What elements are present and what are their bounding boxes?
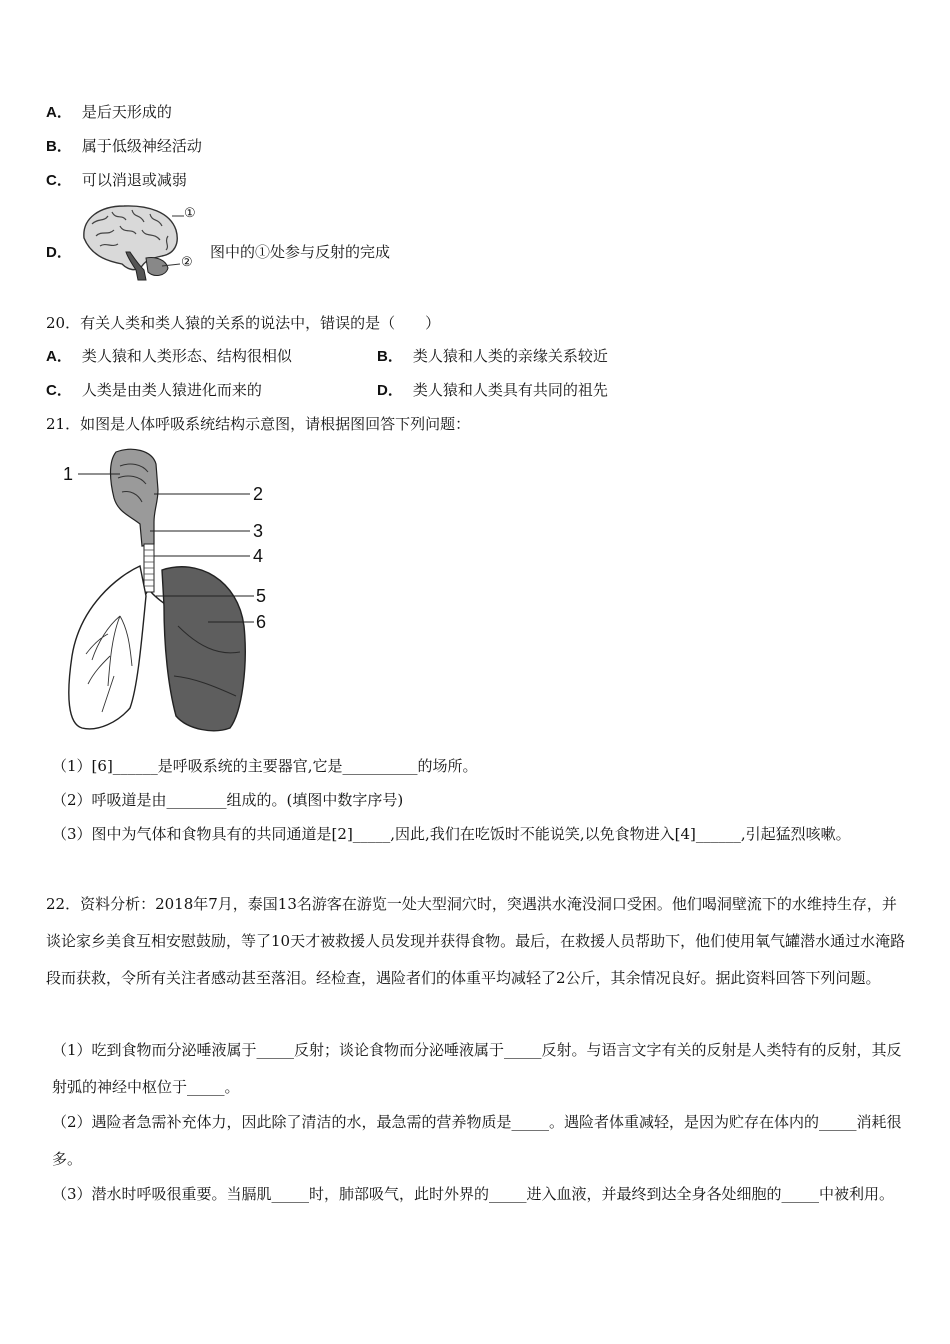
q22-part-1: （1）吃到食物而分泌唾液属于_____反射；谈论食物而分泌唾液属于_____反射。与语言文字有关的反射是人类特有的反射，其反射弧的神经中枢位于_____。	[52, 1041, 902, 1096]
brain-label-1: ①	[184, 206, 196, 221]
option-text: 属于低级神经活动	[81, 137, 202, 155]
diagram-label-1: 1	[63, 464, 74, 484]
diagram-label-2: 2	[253, 484, 264, 504]
q21-part-1: （1）[6]______是呼吸系统的主要器官,它是__________的场所。	[52, 757, 478, 775]
diagram-label-4: 4	[253, 546, 264, 566]
diagram-label-5: 5	[256, 586, 267, 606]
q20-option-c	[46, 380, 262, 401]
option-a	[46, 102, 172, 123]
q21-part-3: （3）图中为气体和食物具有的共同通道是[2]_____,因此,我们在吃饭时不能说笑,以免食物进入[4]______,引起猛烈咳嗽。	[52, 825, 851, 843]
q20-option-b	[377, 346, 608, 367]
option-letter: B．	[377, 348, 403, 365]
q20-option-a	[46, 346, 292, 367]
option-letter: C．	[46, 382, 72, 399]
q22-part-3: （3）潜水时呼吸很重要。当膈肌_____时，肺部吸气，此时外界的_____进入血液，并最终到达全身各处细胞的_____中被利用。	[52, 1185, 895, 1203]
brain-diagram	[76, 200, 194, 282]
q22-part-2: （2）遇险者急需补充体力，因此除了清洁的水，最急需的营养物质是_____。遇险者体重减轻，是因为贮存在体内的_____消耗很多。	[52, 1113, 902, 1168]
option-text: 是后天形成的	[81, 103, 172, 121]
option-text: 类人猿和人类具有共同的祖先	[412, 381, 608, 399]
diagram-label-3: 3	[253, 521, 264, 541]
option-letter: D．	[46, 244, 72, 261]
option-d-text: 图中的①处参与反射的完成	[210, 243, 391, 261]
diagram-label-6: 6	[256, 612, 267, 632]
option-c	[46, 170, 187, 191]
q20-option-d	[377, 380, 608, 401]
option-text: 类人猿和人类的亲缘关系较近	[412, 347, 608, 365]
option-letter: A．	[46, 104, 72, 121]
q21-stem: 21．如图是人体呼吸系统结构示意图，请根据图回答下列问题：	[46, 415, 471, 433]
option-text: 类人猿和人类形态、结构很相似	[81, 347, 292, 365]
brain-label-2: ②	[181, 255, 193, 270]
respiratory-system-diagram	[58, 446, 280, 736]
option-letter: A．	[46, 348, 72, 365]
q22-stem: 22．资料分析：2018年7月，泰国13名游客在游览一处大型洞穴时，突遇洪水淹没洞口受困。他们喝洞壁流下的水维持生存，并谈论家乡美食互相安慰鼓励，等了10天才被救援人员发现并获得食物。最后，在救援人员帮助下，他们使用氧气罐潜水通过水淹路段而获救，令所有关注者感动甚至落泪。经检查，遇险者们的体重平均减轻了2公斤，其余情况良好。据此资料回答下列问题。	[46, 895, 906, 987]
option-b	[46, 136, 202, 157]
q20-stem: 20．有关人类和类人猿的关系的说法中，错误的是（ ）	[46, 314, 441, 332]
option-letter: C．	[46, 172, 72, 189]
q21-part-2: （2）呼吸道是由________组成的。(填图中数字序号)	[52, 791, 404, 809]
option-text: 可以消退或减弱	[81, 171, 187, 189]
option-letter: B．	[46, 138, 72, 155]
option-letter: D．	[377, 382, 403, 399]
option-text: 人类是由类人猿进化而来的	[81, 381, 262, 399]
